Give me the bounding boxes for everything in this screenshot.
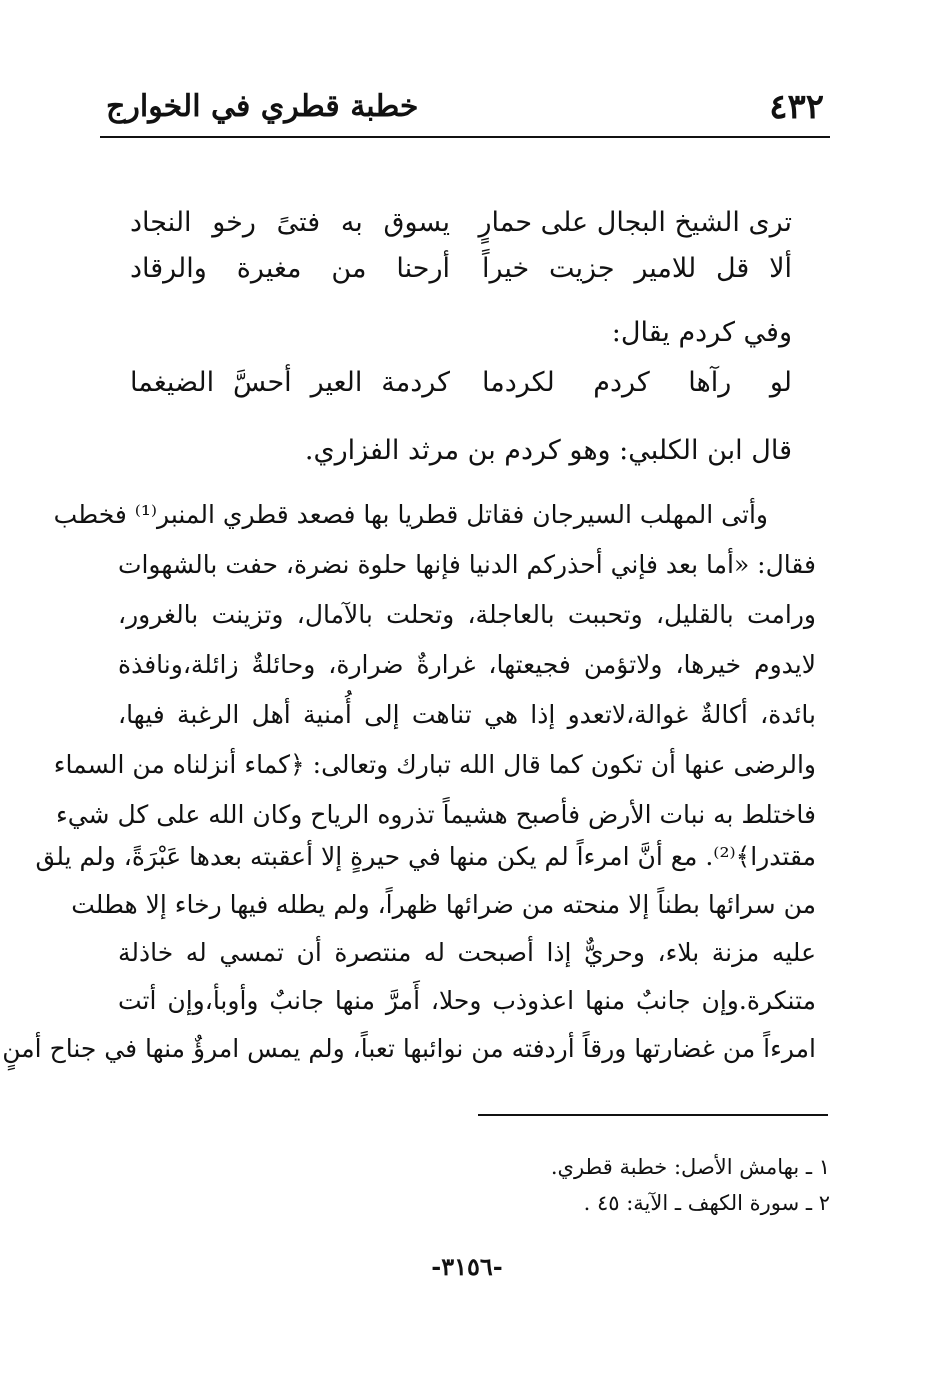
running-head [100, 84, 830, 130]
paragraph-line: عليه مزنة بلاء، وحريٌّ إذا أصبحت له منتصرة أن تمسي له خاذلة [118, 938, 816, 967]
paragraph-line: والرضى عنها أن تكون كما قال الله تبارك وتعالى: ﴿كماء أنزلناه من السماء [53, 750, 816, 779]
verse-line [130, 200, 792, 246]
paragraph-line: وأتى المهلب السيرجان فقاتل قطريا بها فصعد قطري المنبر⁽¹⁾ فخطب [53, 500, 768, 529]
paragraph-line: بائدة، أكالةٌ غوالة،لاتعدو إذا هي تناهت إلى أُمنية أهل الرغبة فيها، [118, 700, 816, 729]
header-rule [100, 136, 830, 138]
page-number: ٤٣٢ [769, 87, 824, 127]
paragraph-line: ورامت بالقليل، وتحببت بالعاجلة، وتحلت بالآمال، وتزينت بالغرور، [118, 600, 816, 629]
paragraph-line: فاختلط به نبات الأرض فأصبح هشيماً تذروه الرياح وكان الله على كل شيء [55, 800, 816, 829]
paragraph-line: لايدوم خيرها، ولاتؤمن فجيعتها، غرارةٌ ضرارة، وحائلةٌ زائلة،ونافذة [118, 650, 816, 679]
verse-second-hemistich: كردمة العير أحسَّ الضيغما [130, 367, 450, 398]
paragraph-line: مقتدرا﴾⁽²⁾. مع أنَّ امرءاً لم يكن منها في حيرةٍ إلا أعقبته بعدها عَبْرَةً، ولم يلق [35, 842, 816, 871]
verse-second-hemistich: يسوق به فتىً رخو النجاد [130, 207, 450, 238]
paragraph-line: فقال: «أما بعد فإني أحذركم الدنيا فإنها حلوة نضرة، حفت بالشهوات [117, 550, 816, 579]
folio-number: -٣١٥٦- [431, 1252, 503, 1281]
running-title: خطبة قطري في الخوارج [106, 89, 419, 124]
verse-second-hemistich: أرحنا من مغيرة والرقاد [130, 253, 450, 284]
paragraph-line: متنكرة.وإن جانبٌ منها اعذوذب وحلا، أَمرَّ منها جانبٌ وأوبأ،وإن أتت [118, 986, 816, 1015]
verse-first-hemistich: ألا قل للامير جزيت خيراً [482, 253, 792, 284]
verse-first-hemistich: لو رآها كردم لكردما [482, 367, 792, 398]
footnote: ٢ ـ سورة الكهف ـ الآية: ٤٥ . [583, 1191, 830, 1215]
verse-first-hemistich: ترى الشيخ البجال على حمارٍ [478, 207, 792, 238]
verse-line [130, 246, 792, 292]
footnote-rule [478, 1114, 828, 1116]
intro-line: وفي كردم يقال: [611, 317, 792, 348]
paragraph-line: امرءاً من غضارتها ورقاً أردفته من نوائبها تعباً، ولم يمس امرؤٌ منها في جناح أمنٍ [2, 1034, 816, 1063]
paragraph-line: من سرائها بطناً إلا منحته من ضرائها ظهراً، ولم يطله فيها رخاء إلا هطلت [71, 890, 816, 919]
verse-line [130, 360, 792, 406]
attribution-line: قال ابن الكلبي: وهو كردم بن مرثد الفزاري. [304, 435, 792, 466]
footnote: ١ ـ بهامش الأصل: خطبة قطري. [550, 1155, 830, 1179]
